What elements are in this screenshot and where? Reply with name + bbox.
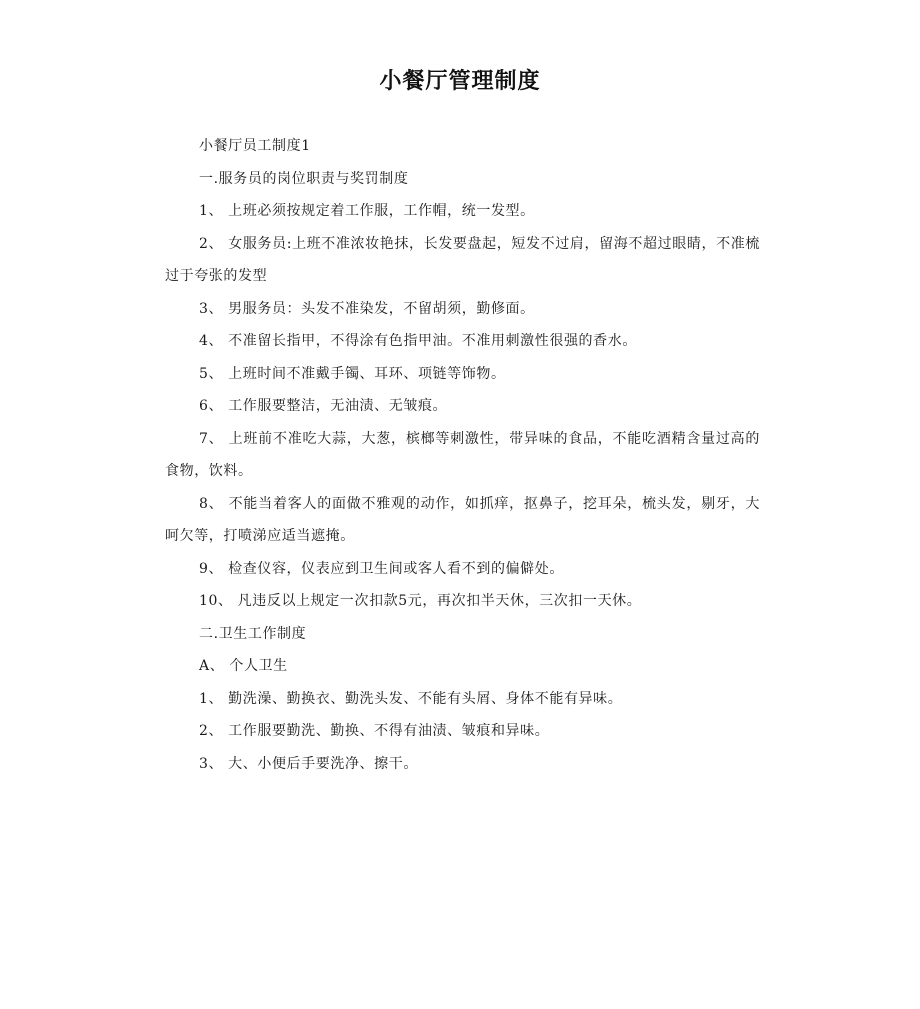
paragraph-hygiene-1: 1、 勤洗澡、勤换衣、勤洗头发、不能有头屑、身体不能有异味。: [199, 690, 623, 707]
paragraph-section-heading: 小餐厅员工制度1: [199, 138, 311, 154]
paragraph-chapter-1-heading: 一.服务员的岗位职责与奖罚制度: [199, 170, 409, 187]
paragraph-subsection-a: A、 个人卫生: [199, 658, 288, 674]
paragraph-rule-5: 5、 上班时间不准戴手镯、耳环、项链等饰物。: [199, 365, 506, 382]
document-body: [165, 130, 760, 780]
paragraph-rule-9: 9、 检查仪容，仪表应到卫生间或客人看不到的偏僻处。: [199, 560, 564, 577]
paragraph-rule-4: 4、 不准留长指甲，不得涂有色指甲油。不准用刺激性很强的香水。: [199, 333, 637, 349]
paragraph-rule-2: 2、 女服务员:上班不准浓妆艳抹，长发要盘起，短发不过肩，留海不超过眼睛，不准梳过于夸张的发型: [165, 235, 760, 284]
paragraph-rule-10: 10、 凡违反以上规定一次扣款5元，再次扣半天休，三次扣一天休。: [199, 593, 642, 609]
document-title: 小餐厅管理制度: [379, 69, 541, 94]
paragraph-rule-3: 3、 男服务员：头发不准染发，不留胡须，勤修面。: [199, 300, 535, 317]
paragraph-rule-7: 7、 上班前不准吃大蒜，大葱，槟榔等刺激性，带异味的食品，不能吃酒精含量过高的食物，饮料。: [165, 430, 760, 479]
paragraph-rule-8: 8、 不能当着客人的面做不雅观的动作，如抓痒，抠鼻子，挖耳朵，梳头发，剔牙，大呵欠等，打喷涕应适当遮掩。: [165, 495, 760, 544]
paragraph-hygiene-2: 2、 工作服要勤洗、勤换、不得有油渍、皱痕和异味。: [199, 723, 550, 739]
paragraph-hygiene-3: 3、 大、小便后手要洗净、擦干。: [199, 755, 418, 772]
paragraph-rule-1: 1、 上班必须按规定着工作服，工作帽，统一发型。: [199, 203, 535, 219]
paragraph-rule-6: 6、 工作服要整洁，无油渍、无皱痕。: [199, 398, 448, 414]
paragraph-chapter-2-heading: 二.卫生工作制度: [199, 625, 307, 642]
